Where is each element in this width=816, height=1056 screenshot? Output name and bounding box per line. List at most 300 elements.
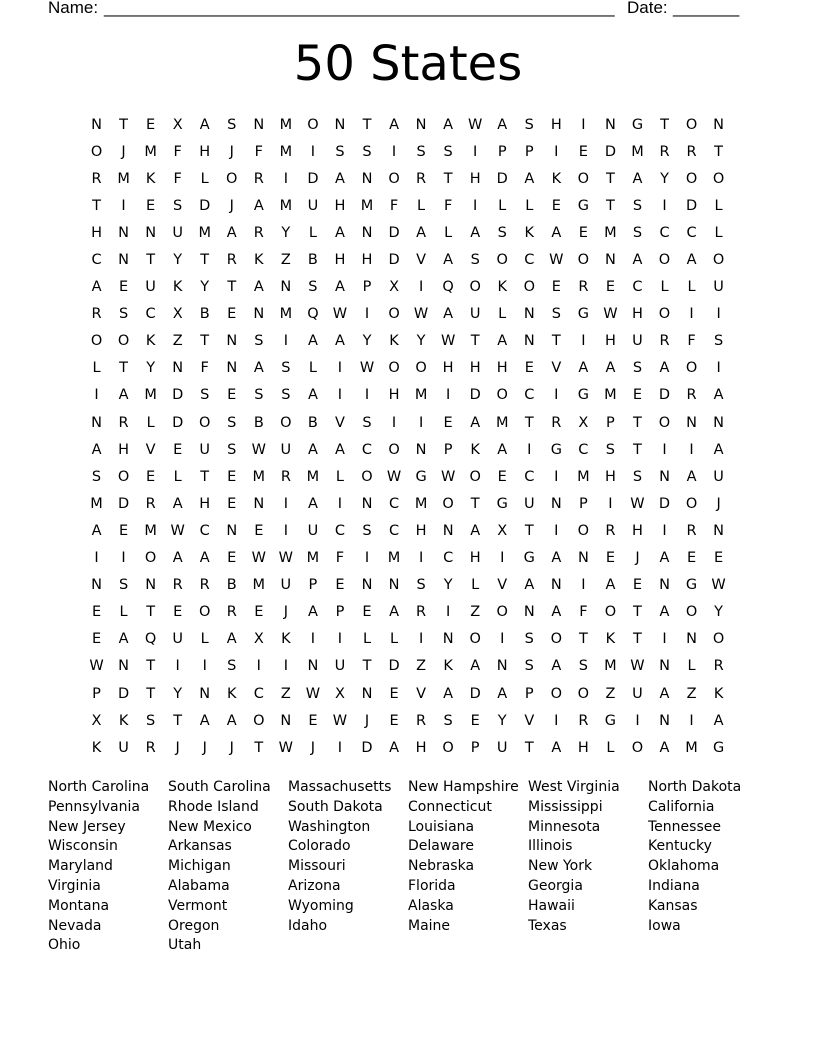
grid-letter: E	[227, 387, 237, 404]
word-list-item: Maine	[408, 917, 451, 934]
grid-letter: I	[391, 143, 397, 160]
grid-letter: Z	[470, 604, 481, 621]
grid-letter: U	[172, 631, 183, 648]
grid-letter: A	[497, 441, 508, 458]
grid-letter: A	[443, 252, 454, 269]
grid-letter: Y	[660, 170, 669, 187]
grid-letter: O	[712, 170, 725, 187]
grid-letter: E	[254, 604, 264, 621]
grid-letter: I	[283, 495, 288, 512]
grid-letter: U	[307, 197, 319, 214]
grid-letter: J	[229, 197, 234, 214]
grid-letter: D	[361, 739, 373, 756]
grid-letter: T	[470, 495, 480, 512]
grid-letter: I	[418, 631, 424, 648]
grid-letter: I	[310, 631, 316, 648]
grid-letter: A	[578, 360, 589, 377]
grid-letter: O	[577, 252, 590, 269]
grid-letter: W	[440, 333, 456, 350]
word-list-item: Florida	[408, 877, 456, 894]
grid-letter: A	[172, 495, 183, 512]
grid-letter: O	[550, 685, 563, 702]
grid-letter: O	[712, 631, 725, 648]
grid-letter: I	[554, 522, 559, 539]
grid-letter: O	[712, 252, 725, 269]
grid-letter: D	[388, 658, 400, 675]
grid-letter: S	[227, 441, 237, 458]
name-label: Name:	[48, 0, 99, 17]
grid-letter: V	[334, 414, 345, 431]
grid-letter: V	[416, 252, 427, 269]
grid-letter: R	[659, 333, 670, 350]
grid-letter: K	[389, 333, 399, 350]
grid-letter: Y	[281, 224, 291, 241]
grid-letter: A	[416, 224, 427, 241]
grid-letter: T	[605, 197, 615, 214]
grid-letter: I	[662, 197, 667, 214]
grid-letter: A	[713, 441, 724, 458]
word-column	[48, 778, 168, 956]
grid-letter: H	[415, 739, 427, 756]
grid-letter: U	[496, 739, 508, 756]
grid-letter: C	[524, 468, 535, 485]
grid-letter: I	[581, 116, 586, 133]
grid-letter: T	[551, 333, 561, 350]
grid-letter: W	[251, 441, 266, 458]
grid-letter: F	[335, 550, 345, 567]
grid-letter: T	[362, 116, 372, 133]
grid-letter: K	[172, 279, 183, 296]
grid-letter: G	[712, 739, 725, 756]
grid-letter: D	[117, 495, 130, 512]
grid-letter: I	[337, 631, 343, 648]
grid-letter: I	[418, 550, 424, 567]
grid-letter: I	[662, 441, 667, 458]
grid-letter: O	[388, 170, 400, 187]
grid-letter: N	[415, 116, 427, 133]
grid-letter: A	[91, 279, 102, 296]
grid-letter: J	[175, 739, 180, 756]
grid-letter: F	[200, 360, 209, 377]
grid-letter: L	[146, 414, 155, 431]
grid-letter: C	[659, 224, 670, 241]
grid-letter: A	[199, 116, 210, 133]
grid-letter: R	[172, 577, 183, 594]
grid-letter: S	[173, 197, 183, 214]
grid-letter: Z	[686, 685, 697, 702]
grid-letter: O	[442, 495, 454, 512]
grid-letter: P	[497, 143, 507, 160]
grid-letter: A	[686, 252, 697, 269]
grid-letter: N	[145, 224, 157, 241]
grid-letter: S	[524, 658, 534, 675]
grid-letter: A	[443, 685, 454, 702]
grid-letter: Z	[280, 685, 291, 702]
grid-letter: H	[118, 441, 130, 458]
grid-letter: R	[686, 522, 697, 539]
grid-letter: I	[283, 658, 288, 675]
grid-letter: L	[308, 224, 317, 241]
word-list-item: South Dakota	[288, 798, 383, 815]
grid-letter: A	[470, 658, 481, 675]
grid-letter: W	[305, 685, 321, 702]
grid-letter: N	[253, 116, 265, 133]
grid-letter: A	[253, 279, 264, 296]
grid-letter: W	[549, 252, 564, 269]
grid-letter: M	[252, 468, 266, 485]
grid-letter: P	[92, 685, 101, 702]
grid-letter: C	[443, 550, 454, 567]
grid-letter: B	[226, 577, 237, 594]
word-list-item: Mississippi	[528, 798, 603, 815]
grid-letter: D	[469, 387, 481, 404]
grid-letter: O	[685, 116, 698, 133]
grid-letter: A	[497, 685, 508, 702]
grid-letter: R	[118, 414, 129, 431]
grid-letter: N	[550, 495, 562, 512]
grid-letter: S	[362, 522, 372, 539]
grid-letter: O	[226, 170, 238, 187]
grid-letter: L	[498, 306, 507, 323]
grid-letter: E	[389, 685, 399, 702]
grid-letter: V	[497, 577, 508, 594]
grid-letter: O	[685, 360, 698, 377]
grid-letter: H	[388, 387, 400, 404]
grid-letter: N	[91, 577, 102, 594]
grid-letter: N	[118, 224, 129, 241]
grid-letter: J	[635, 550, 640, 567]
grid-letter: Y	[146, 360, 156, 377]
grid-letter: M	[252, 577, 266, 594]
grid-letter: W	[332, 712, 348, 729]
grid-letter: A	[334, 279, 345, 296]
word-list-item: Kansas	[648, 897, 698, 914]
grid-letter: N	[280, 279, 292, 296]
word-list-item: Oklahoma	[648, 858, 720, 875]
grid-letter: I	[608, 495, 613, 512]
grid-letter: J	[229, 143, 234, 160]
grid-letter: M	[279, 306, 293, 323]
grid-letter: K	[497, 279, 507, 296]
grid-letter: N	[713, 522, 725, 539]
letter-grid	[83, 111, 743, 761]
word-list-item: Nebraska	[408, 858, 475, 875]
grid-letter: M	[279, 197, 293, 214]
grid-letter: D	[469, 685, 481, 702]
grid-letter: B	[307, 252, 318, 269]
grid-letter: W	[278, 550, 294, 567]
grid-letter: N	[118, 252, 129, 269]
grid-row	[83, 382, 743, 409]
grid-letter: N	[361, 170, 373, 187]
grid-letter: A	[659, 604, 670, 621]
grid-letter: N	[496, 658, 508, 675]
grid-letter: A	[497, 333, 508, 350]
grid-letter: F	[579, 604, 588, 621]
grid-letter: A	[91, 441, 102, 458]
grid-row	[83, 653, 743, 680]
grid-letter: F	[389, 197, 399, 214]
grid-letter: U	[334, 658, 346, 675]
grid-letter: A	[443, 306, 454, 323]
grid-letter: E	[227, 495, 237, 512]
word-list-item: West Virginia	[528, 779, 620, 795]
grid-row	[83, 490, 743, 517]
grid-letter: S	[632, 197, 643, 214]
grid-letter: R	[578, 279, 589, 296]
grid-letter: C	[388, 522, 400, 539]
grid-letter: I	[689, 441, 694, 458]
grid-letter: G	[604, 712, 617, 729]
word-list-item: Connecticut	[408, 798, 492, 815]
grid-letter: H	[469, 360, 481, 377]
grid-letter: A	[713, 712, 724, 729]
word-list-item: Hawaii	[528, 897, 575, 914]
grid-letter: S	[443, 143, 453, 160]
grid-row	[83, 734, 743, 761]
grid-letter: T	[470, 333, 480, 350]
grid-letter: A	[659, 360, 670, 377]
grid-row	[83, 599, 743, 626]
grid-letter: O	[685, 604, 698, 621]
grid-letter: W	[170, 522, 185, 539]
grid-letter: C	[199, 522, 210, 539]
grid-letter: T	[714, 143, 724, 160]
grid-letter: D	[172, 387, 184, 404]
grid-letter: K	[145, 170, 156, 187]
grid-letter: I	[256, 658, 261, 675]
grid-letter: K	[605, 631, 616, 648]
grid-letter: O	[90, 143, 103, 160]
grid-letter: R	[253, 170, 264, 187]
grid-letter: T	[146, 658, 156, 675]
grid-letter: O	[469, 468, 481, 485]
grid-letter: N	[550, 577, 562, 594]
grid-letter: H	[334, 252, 346, 269]
grid-letter: T	[119, 360, 128, 377]
grid-row	[83, 517, 743, 544]
word-list-item: Wisconsin	[48, 838, 118, 855]
grid-letter: O	[496, 604, 508, 621]
word-list-item: South Carolina	[168, 779, 271, 795]
grid-letter: Y	[362, 333, 372, 350]
grid-letter: O	[388, 441, 400, 458]
grid-letter: X	[497, 522, 508, 539]
grid-letter: G	[577, 306, 589, 323]
grid-letter: O	[280, 414, 292, 431]
grid-letter: W	[359, 360, 375, 377]
grid-letter: N	[523, 333, 535, 350]
grid-letter: M	[604, 658, 617, 675]
grid-letter: T	[362, 658, 372, 675]
grid-letter: E	[335, 577, 345, 594]
grid-row	[83, 111, 743, 138]
grid-letter: N	[91, 414, 102, 431]
word-list-item: Tennessee	[648, 818, 721, 835]
grid-letter: U	[632, 333, 643, 350]
grid-letter: G	[685, 577, 698, 594]
grid-letter: E	[227, 550, 237, 567]
grid-letter: S	[118, 306, 129, 323]
grid-letter: O	[685, 170, 698, 187]
grid-letter: I	[337, 495, 343, 512]
grid-letter: I	[418, 279, 424, 296]
grid-letter: R	[226, 604, 237, 621]
grid-letter: U	[713, 468, 724, 485]
grid-letter: I	[500, 631, 505, 648]
grid-letter: S	[281, 360, 291, 377]
word-list-item: Wyoming	[288, 897, 354, 914]
grid-letter: M	[117, 170, 130, 187]
grid-letter: D	[388, 224, 400, 241]
grid-letter: Y	[714, 604, 724, 621]
grid-letter: O	[388, 360, 400, 377]
grid-letter: E	[524, 360, 534, 377]
grid-letter: S	[281, 387, 291, 404]
grid-letter: V	[416, 685, 427, 702]
grid-letter: L	[119, 604, 128, 621]
grid-letter: E	[91, 604, 102, 621]
grid-letter: U	[280, 441, 292, 458]
grid-letter: G	[523, 550, 535, 567]
grid-letter: T	[200, 333, 210, 350]
grid-letter: K	[443, 658, 453, 675]
grid-letter: N	[226, 522, 238, 539]
grid-letter: N	[659, 712, 670, 729]
grid-letter: M	[414, 495, 428, 512]
grid-letter: I	[94, 550, 99, 567]
grid-letter: S	[416, 143, 426, 160]
grid-letter: I	[364, 550, 370, 567]
grid-letter: A	[551, 658, 562, 675]
grid-letter: L	[687, 279, 696, 296]
grid-letter: A	[199, 550, 210, 567]
grid-letter: P	[308, 577, 318, 594]
grid-letter: I	[337, 387, 343, 404]
grid-letter: A	[253, 360, 264, 377]
grid-letter: P	[362, 279, 372, 296]
grid-letter: E	[173, 441, 183, 458]
grid-letter: T	[227, 279, 237, 296]
grid-letter: L	[498, 197, 507, 214]
grid-letter: O	[604, 604, 617, 621]
grid-letter: N	[226, 333, 238, 350]
grid-letter: S	[91, 468, 102, 485]
grid-row	[83, 355, 743, 382]
grid-letter: Y	[200, 279, 210, 296]
grid-letter: R	[91, 306, 102, 323]
grid-letter: N	[415, 441, 427, 458]
grid-letter: M	[306, 468, 320, 485]
grid-letter: H	[469, 170, 481, 187]
grid-letter: N	[253, 306, 265, 323]
grid-letter: Y	[173, 252, 183, 269]
grid-letter: A	[118, 387, 129, 404]
grid-letter: E	[91, 631, 102, 648]
grid-letter: X	[334, 685, 345, 702]
grid-letter: I	[337, 739, 343, 756]
grid-letter: L	[714, 197, 723, 214]
grid-letter: O	[685, 495, 698, 512]
grid-letter: E	[227, 306, 237, 323]
grid-letter: K	[254, 252, 264, 269]
word-list-item: Missouri	[288, 858, 346, 875]
grid-letter: T	[443, 170, 453, 187]
grid-letter: V	[145, 441, 156, 458]
grid-letter: P	[443, 441, 453, 458]
grid-letter: H	[415, 522, 427, 539]
grid-letter: I	[689, 306, 694, 323]
grid-letter: N	[361, 224, 373, 241]
grid-row	[83, 436, 743, 463]
grid-letter: M	[631, 143, 644, 160]
grid-letter: N	[686, 631, 697, 648]
grid-letter: B	[199, 306, 210, 323]
grid-letter: M	[577, 468, 590, 485]
grid-letter: H	[334, 197, 346, 214]
grid-row	[83, 246, 743, 273]
grid-letter: P	[470, 739, 480, 756]
grid-letter: T	[200, 468, 210, 485]
grid-letter: E	[578, 143, 588, 160]
grid-letter: L	[471, 577, 480, 594]
word-list-item: Indiana	[648, 877, 700, 894]
word-list-item: Pennsylvania	[48, 798, 140, 815]
grid-letter: M	[387, 550, 401, 567]
grid-letter: A	[551, 604, 562, 621]
grid-letter: A	[226, 224, 237, 241]
grid-letter: I	[581, 577, 586, 594]
grid-letter: H	[469, 550, 481, 567]
grid-letter: W	[711, 577, 726, 594]
grid-letter: N	[307, 658, 319, 675]
grid-letter: X	[172, 116, 183, 133]
grid-letter: M	[414, 387, 428, 404]
grid-letter: T	[146, 604, 156, 621]
grid-letter: S	[605, 441, 616, 458]
grid-letter: I	[662, 522, 667, 539]
grid-letter: R	[145, 495, 156, 512]
word-list-item: Delaware	[408, 838, 474, 855]
grid-letter: U	[118, 739, 129, 756]
grid-letter: I	[689, 712, 694, 729]
grid-letter: O	[577, 170, 590, 187]
word-list-item: Oregon	[168, 917, 220, 934]
grid-letter: I	[121, 197, 126, 214]
grid-letter: T	[200, 252, 210, 269]
grid-letter: L	[606, 739, 615, 756]
word-list-item: Utah	[168, 937, 202, 954]
grid-letter: D	[658, 387, 671, 404]
grid-letter: A	[551, 739, 562, 756]
grid-letter: L	[525, 197, 534, 214]
grid-letter: K	[713, 685, 724, 702]
grid-letter: N	[334, 116, 346, 133]
grid-row	[83, 301, 743, 328]
grid-letter: T	[633, 414, 642, 431]
grid-letter: N	[713, 414, 725, 431]
grid-letter: R	[145, 739, 156, 756]
grid-letter: W	[332, 306, 348, 323]
grid-letter: M	[144, 143, 157, 160]
grid-letter: W	[386, 468, 402, 485]
grid-letter: A	[226, 631, 237, 648]
grid-letter: I	[283, 522, 288, 539]
grid-letter: K	[118, 712, 129, 729]
grid-letter: C	[686, 224, 697, 241]
grid-letter: S	[254, 333, 264, 350]
grid-letter: S	[308, 279, 318, 296]
